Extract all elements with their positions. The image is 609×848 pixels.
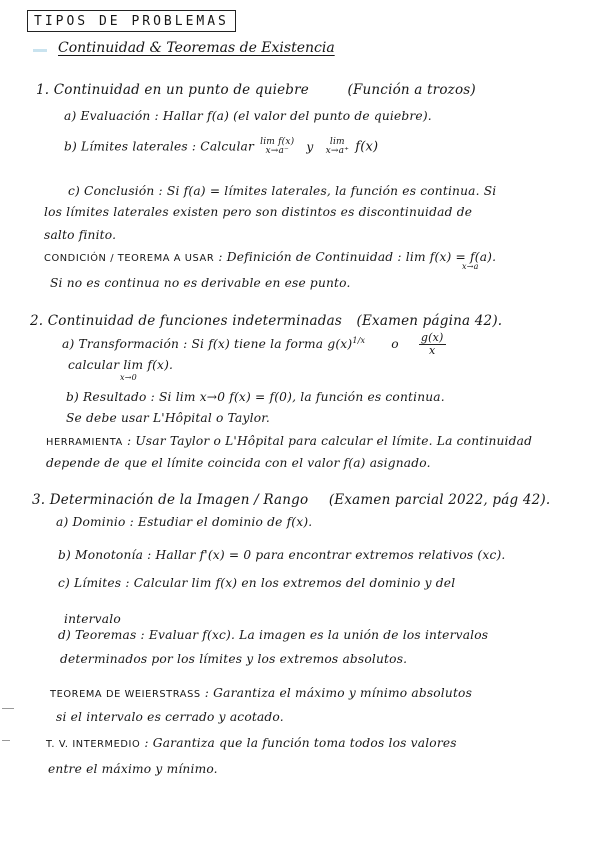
item-2-b-line2: Se debe usar L'Hôpital o Taylor. [66,411,270,425]
item-2-a-line2-sub: x→0 [120,373,137,382]
item-1-condition-line2: Si no es continua no es derivable en ese punto. [50,276,351,290]
item-1-note: (Función a trozos) [347,82,476,98]
item-3-weierstrass-label: TEOREMA DE WEIERSTRASS [50,689,201,700]
item-1-a: a) Evaluación : Hallar f(a) (el valor del punto de quiebre). [64,109,432,123]
item-3-intermediate-line2: entre el máximo y mínimo. [48,762,218,776]
item-1-b-lead: b) Límites laterales : Calcular [64,139,255,154]
item-3-d-line1: d) Teoremas : Evaluar f(xc). La imagen es la unión de los intervalos [58,628,489,642]
item-3-heading: 3. Determinación de la Imagen / Rango [32,492,309,508]
item-1-condition-text: : Definición de Continuidad : lim f(x) = f(a). [218,250,497,264]
item-2-tool-text: : Usar Taylor o L'Hôpital para calcular el límite. La continuidad [126,434,533,448]
section-title: Continuidad & Teoremas de Existencia [58,40,335,56]
margin-mark [2,708,14,709]
item-1-b-limit-right-expr: lim [329,137,345,147]
item-2-a-fraction [419,332,446,357]
item-3-note: (Examen parcial 2022, pág 42). [328,492,551,508]
item-3-d-line2: determinados por los límites y los extremos absolutos. [60,652,408,666]
item-2-tool [46,434,532,448]
item-1-c-line3: salto finito. [44,228,117,242]
item-3-c-line2: intervalo [64,612,121,626]
item-1-condition-label: CONDICIÓN / TEOREMA A USAR [44,253,215,264]
item-2-a-line1 [62,332,448,357]
item-2-a-fraction-den: x [429,344,436,357]
item-1-b-limit-left-sub: x→a⁻ [265,146,289,156]
highlight-marker [33,49,47,52]
item-1-b-limit-left-expr: lim f(x) [260,137,295,147]
item-2-heading: 2. Continuidad de funciones indeterminadas [30,313,343,329]
item-2-a-line2: calcular lim f(x). [68,358,174,372]
item-1-c-line2: los límites laterales existen pero son distintos es discontinuidad de [44,205,473,219]
item-1-condition-sub: x→a [462,262,479,271]
item-3-weierstrass-text: : Garantiza el máximo y mínimo absolutos [204,686,473,700]
item-3-intermediate-text: : Garantiza que la función toma todos los valores [144,736,457,750]
item-3-a: a) Dominio : Estudiar el dominio de f(x). [56,515,313,529]
item-3-b: b) Monotonía : Hallar f'(x) = 0 para encontrar extremos relativos (xc). [58,548,506,562]
item-1-b-limit-right-sub: x→a⁺ [325,146,350,156]
item-1-b-limit-left [260,138,294,156]
item-3-c-line1: c) Límites : Calcular lim f(x) en los extremos del dominio y del [58,576,456,590]
item-1-heading: 1. Continuidad en un punto de quiebre [36,82,309,98]
item-3-intermediate-label: T. V. INTERMEDIO [46,739,141,750]
item-3-weierstrass [50,686,472,700]
item-3-heading-row [32,492,550,508]
item-1-b-and: y [306,139,314,154]
item-1-b [64,138,378,156]
item-2-tool-label: HERRAMIENTA [46,437,123,448]
item-2-a-exp: 1/x [352,335,366,345]
item-2-heading-row [30,313,502,329]
item-2-a-or: o [391,337,399,351]
item-1-condition [44,250,496,264]
item-1-b-fx: f(x) [355,139,379,155]
item-2-a-fraction-num: g(x) [420,331,444,344]
item-3-weierstrass-line2: si el intervalo es cerrado y acotado. [56,710,284,724]
item-2-a-text: a) Transformación : Si f(x) tiene la forma g(x) [62,337,353,351]
item-2-b-line1: b) Resultado : Si lim x→0 f(x) = f(0), la función es continua. [66,390,445,404]
item-1-b-limit-right [326,138,350,156]
margin-mark [2,740,10,741]
item-2-note: (Examen página 42). [356,313,503,329]
item-2-tool-line2: depende de que el límite coincida con el valor f(a) asignado. [46,456,431,470]
item-3-intermediate [46,736,457,750]
item-1-c-line1: c) Conclusión : Si f(a) = límites laterales, la función es continua. Si [68,184,497,198]
item-1-heading-row [36,82,476,98]
page-title: TIPOS DE PROBLEMAS [27,10,236,32]
